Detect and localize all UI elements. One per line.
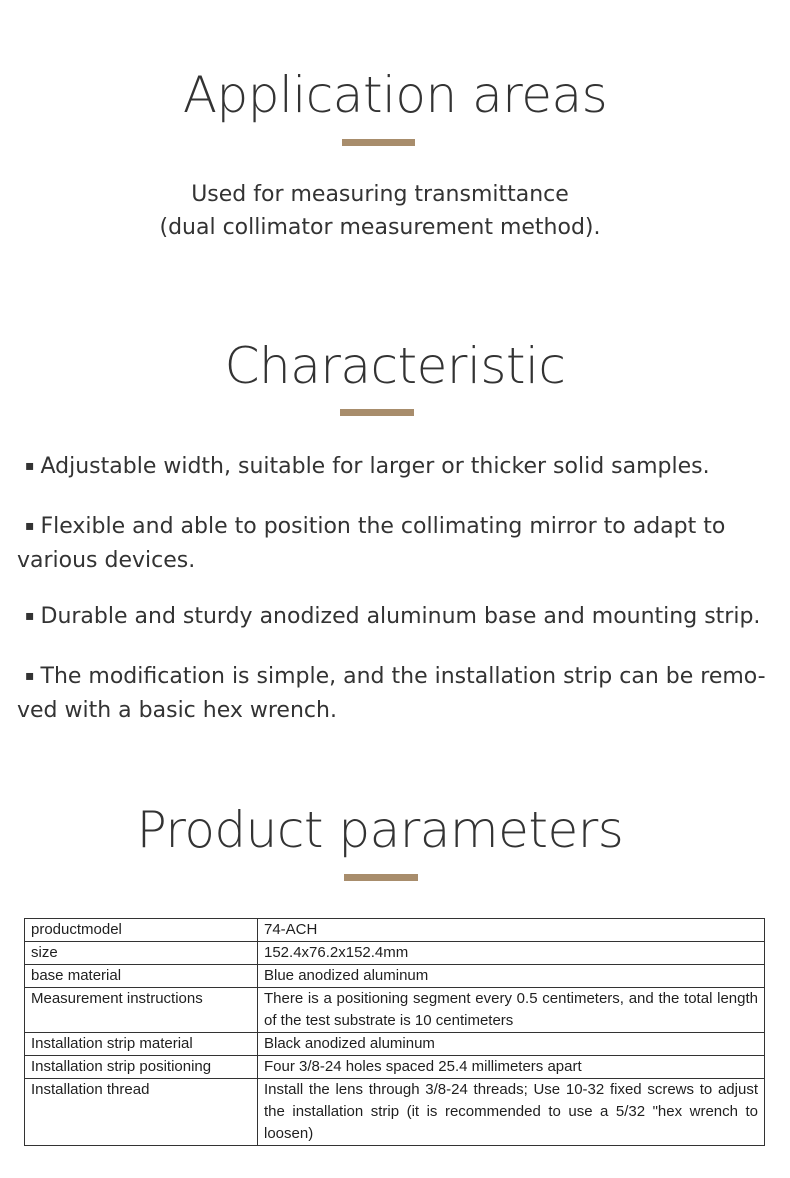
- table-row: [25, 988, 765, 1033]
- application-line-2: (dual collimator measurement method).: [159, 215, 601, 240]
- characteristic-title-rule: [340, 409, 414, 416]
- param-value: Black anodized aluminum: [258, 1033, 765, 1056]
- param-key: Measurement instructions: [25, 988, 258, 1033]
- param-value: Install the lens through 3/8-24 threads; Use 10-32 fixed screws to adjust the installation strip (it is recommended to use a 5/32 "hex wrench to loosen): [258, 1079, 765, 1146]
- characteristic-bullet-1: [17, 449, 777, 484]
- param-key: Installation strip material: [25, 1033, 258, 1056]
- parameters-title-rule: [344, 874, 418, 881]
- application-line-1: Used for measuring transmittance: [191, 182, 569, 207]
- param-value: Blue anodized aluminum: [258, 965, 765, 988]
- table-row: [25, 1079, 765, 1146]
- characteristic-bullet-2: [17, 509, 777, 578]
- param-value: 152.4x76.2x152.4mm: [258, 942, 765, 965]
- bullet-text-continued: various devices.: [17, 548, 196, 573]
- param-value: There is a positioning segment every 0.5 centimeters, and the total length of the test substrate is 10 centimeters: [258, 988, 765, 1033]
- table-row: [25, 965, 765, 988]
- bullet-text: Adjustable width, suitable for larger or thicker solid samples.: [40, 454, 710, 479]
- bullet-text: The modification is simple, and the installation strip can be remo-: [40, 664, 766, 689]
- application-areas-title: Application areas: [182, 66, 608, 124]
- param-key: base material: [25, 965, 258, 988]
- table-row: [25, 1033, 765, 1056]
- table-row: [25, 942, 765, 965]
- bullet-marker: ▪: [25, 458, 35, 474]
- bullet-text: Flexible and able to position the collimating mirror to adapt to: [40, 514, 726, 539]
- bullet-marker: ▪: [25, 518, 35, 534]
- bullet-marker: ▪: [25, 608, 35, 624]
- param-key: Installation strip positioning: [25, 1056, 258, 1079]
- bullet-text-continued: ved with a basic hex wrench.: [17, 698, 337, 723]
- characteristic-title: Characteristic: [224, 337, 566, 395]
- param-key: Installation thread: [25, 1079, 258, 1146]
- param-value: Four 3/8-24 holes spaced 25.4 millimeters apart: [258, 1056, 765, 1079]
- param-key: productmodel: [25, 919, 258, 942]
- product-parameters-table: [24, 918, 765, 1146]
- param-value: 74-ACH: [258, 919, 765, 942]
- application-description: [0, 178, 760, 244]
- product-parameters-title: Product parameters: [136, 801, 624, 859]
- bullet-marker: ▪: [25, 668, 35, 684]
- characteristic-bullet-4: [17, 659, 777, 728]
- param-key: size: [25, 942, 258, 965]
- characteristic-bullet-3: [17, 599, 777, 634]
- table-row: [25, 919, 765, 942]
- application-title-rule: [342, 139, 415, 146]
- bullet-text: Durable and sturdy anodized aluminum base and mounting strip.: [40, 604, 761, 629]
- table-row: [25, 1056, 765, 1079]
